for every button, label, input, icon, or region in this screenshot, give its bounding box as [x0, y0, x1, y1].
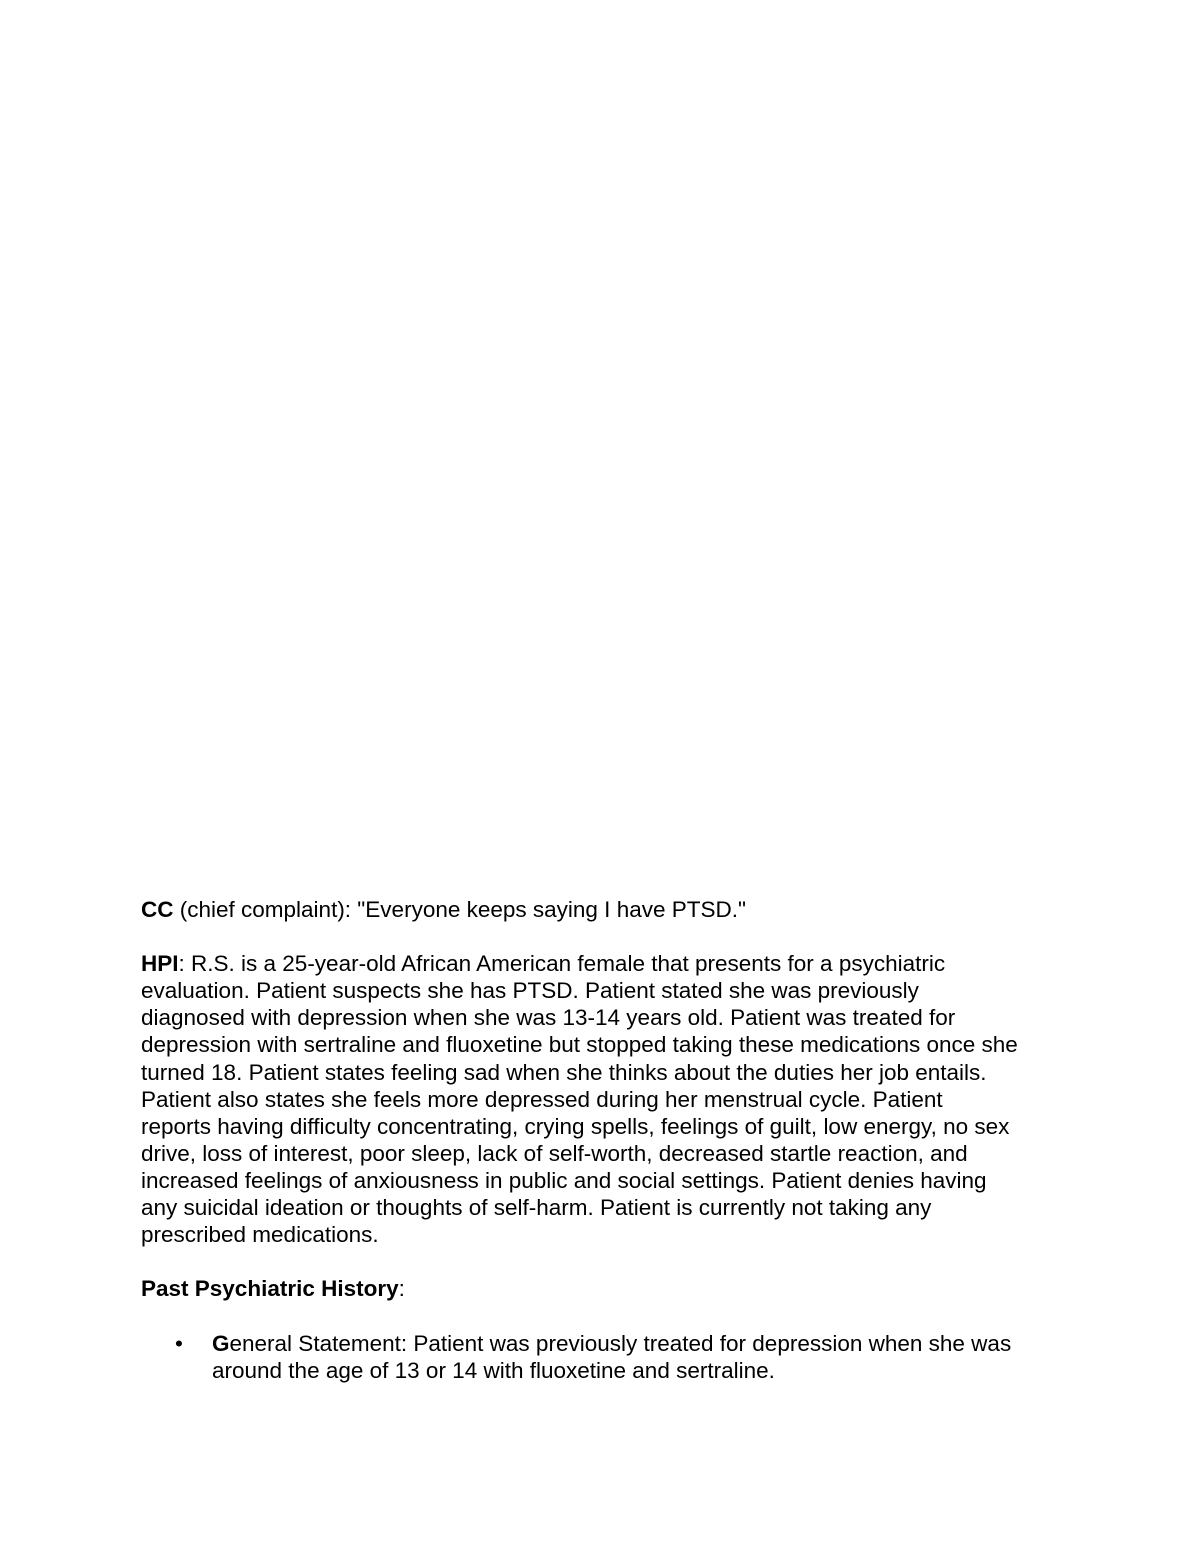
past-psychiatric-history-heading	[141, 1275, 1071, 1302]
chief-complaint-text: (chief complaint): "Everyone keeps saying I have PTSD."	[173, 897, 746, 922]
list-item	[141, 1330, 1071, 1384]
paragraph-spacer	[141, 1248, 1071, 1275]
list-item-bold-letter: G	[212, 1330, 230, 1356]
list-item-line-2: around the age of 13 or 14 with fluoxetine and sertraline.	[212, 1357, 775, 1383]
hpi-label: HPI	[141, 951, 179, 977]
hpi-line-9: increased feelings of anxiousness in public and social settings. Patient denies having	[141, 1167, 987, 1193]
hpi-text: : R.S. is a 25-year-old African American female that presents for a psychiatric	[178, 951, 946, 977]
chief-complaint-paragraph	[141, 896, 1071, 923]
hpi-line-3: diagnosed with depression when she was 13-14 years old. Patient was treated for	[141, 1005, 956, 1031]
past-psychiatric-history-label: Past Psychiatric History	[141, 1276, 399, 1302]
bullet-icon: •	[175, 1330, 183, 1356]
paragraph-spacer	[141, 923, 1071, 950]
hpi-line-2: evaluation. Patient suspects she has PTSD. Patient stated she was previously	[141, 978, 919, 1004]
hpi-line-11: prescribed medications.	[141, 1222, 379, 1248]
hpi-line-4: depression with sertraline and fluoxetine but stopped taking these medications once she	[141, 1032, 1018, 1058]
past-psychiatric-history-colon: :	[398, 1276, 405, 1302]
past-psychiatric-history-list	[141, 1330, 1071, 1384]
hpi-paragraph	[141, 950, 1071, 1248]
hpi-line-6: Patient also states she feels more depressed during her menstrual cycle. Patient	[141, 1086, 943, 1112]
list-item-line-1	[212, 1330, 1071, 1357]
paragraph-spacer	[141, 1302, 1071, 1329]
hpi-line-5: turned 18. Patient states feeling sad when she thinks about the duties her job entails.	[141, 1059, 987, 1085]
hpi-line-7: reports having difficulty concentrating, crying spells, feelings of guilt, low energy, no sex	[141, 1113, 1010, 1139]
list-item-text: eneral Statement: Patient was previously treated for depression when she was	[229, 1330, 1012, 1356]
hpi-line-8: drive, loss of interest, poor sleep, lack of self-worth, decreased startle reaction, and	[141, 1140, 968, 1166]
chief-complaint-label: CC	[141, 897, 174, 922]
document-body	[141, 896, 1071, 1384]
hpi-line-10: any suicidal ideation or thoughts of self-harm. Patient is currently not taking any	[141, 1195, 932, 1221]
hpi-line-1	[141, 950, 1071, 977]
